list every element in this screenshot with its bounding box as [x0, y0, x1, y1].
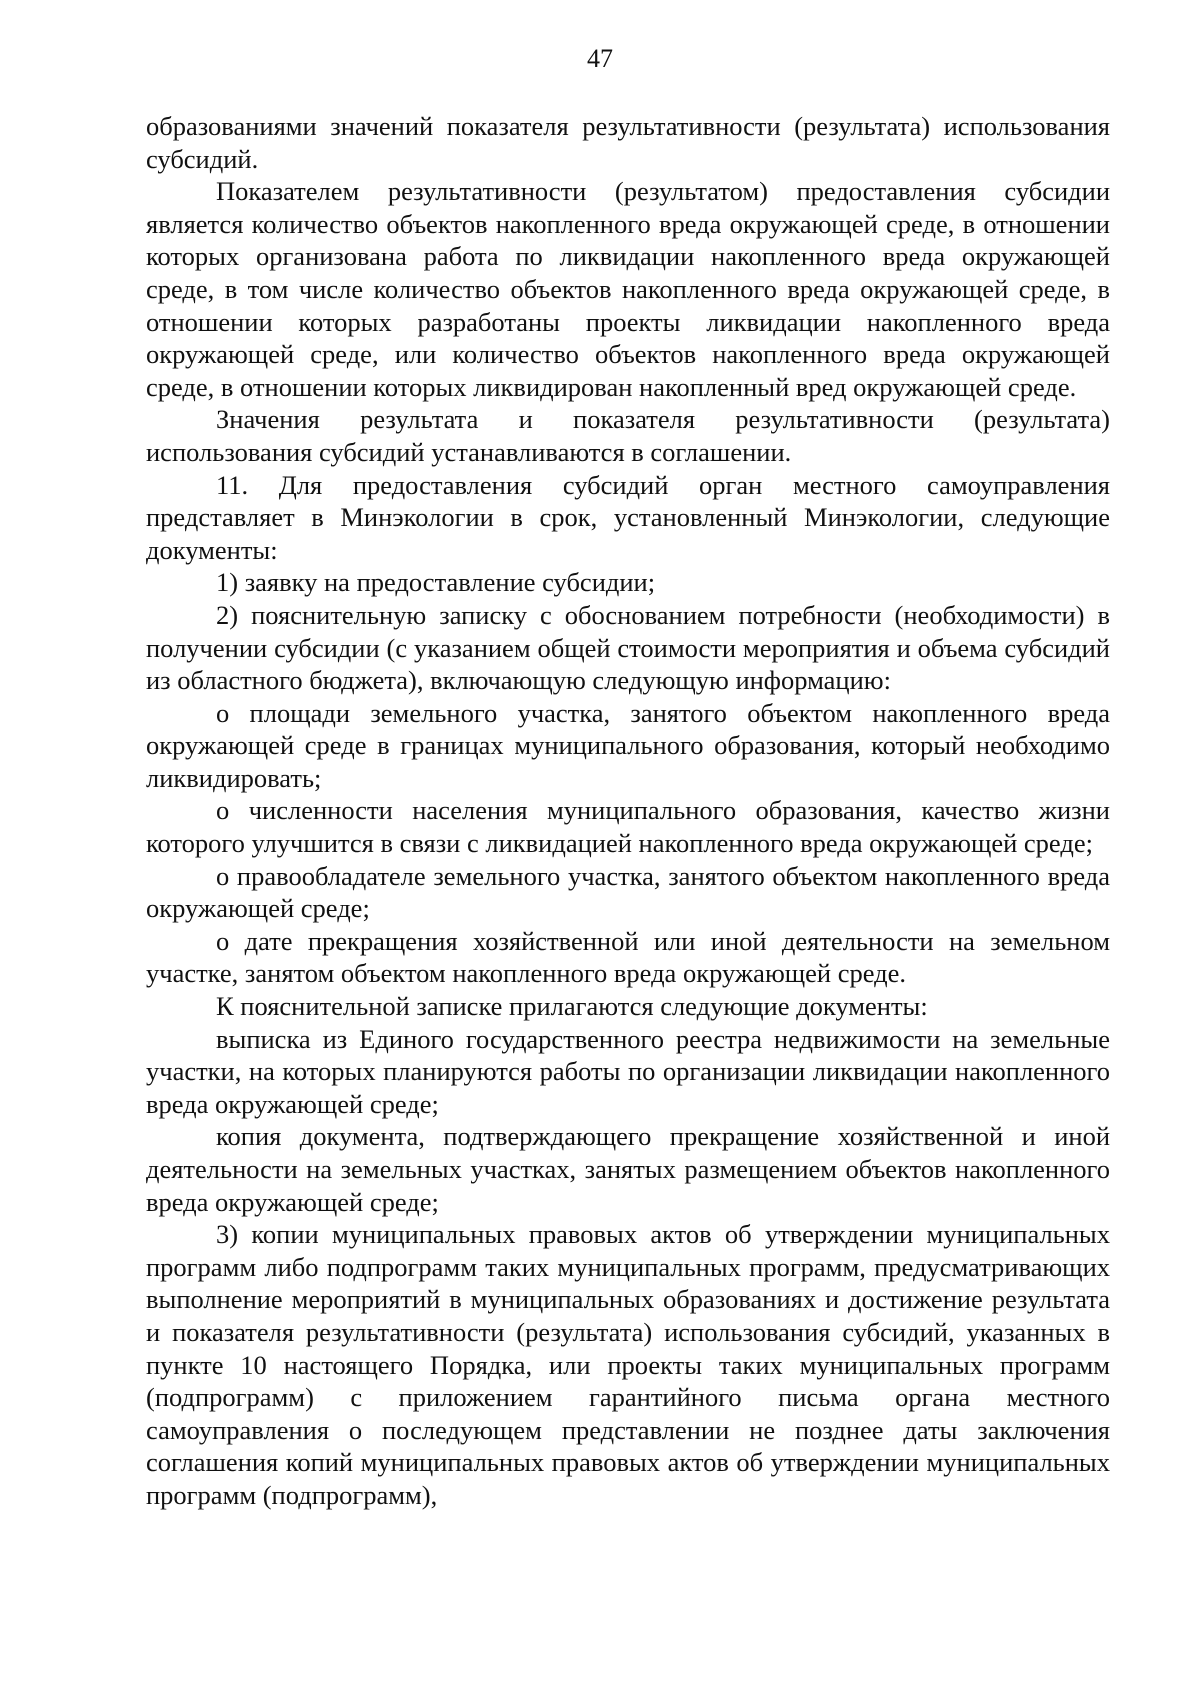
paragraph-indicator-values: Значения результата и показателя результативности (результата) использования субсидий устанавливаются в соглашении. — [146, 404, 1110, 467]
paragraph-attachments-intro: К пояснительной записке прилагаются следующие документы: — [216, 991, 928, 1022]
paragraph-continuation: образованиями значений показателя результативности (результата) использования субсидий. — [146, 111, 1110, 174]
paragraph-registry-extract: выписка из Единого государственного реестра недвижимости на земельные участки, на которых планируются работы по организации ликвидации накопленного вреда окружающей среде; — [146, 1023, 1110, 1119]
page-number: 47 — [587, 44, 613, 73]
paragraph-termination-document: копия документа, подтверждающего прекращение хозяйственной и иной деятельности на земельных участках, занятых размещением объектов накопленного вреда окружающей среде; — [146, 1121, 1110, 1217]
document-body — [146, 110, 1110, 1512]
paragraph-clause-11: 11. Для предоставления субсидий орган местного самоуправления представляет в Минэкологии в срок, установленный Минэкологии, следующие документы: — [146, 469, 1110, 565]
paragraph-indicator-definition: Показателем результативности (результатом) предоставления субсидии является количество объектов накопленного вреда окружающей среде, в отношении которых организована работа по ликвидации накопленного вреда окружающей среде, в том числе количество объектов накопленного вреда окружающей среде, в отношении которых разработаны проекты ликвидации накопленного вреда окружающей среде, или количество объектов накопленного вреда окружающей среде, в отношении которых ликвидирован накопленный вред окружающей среде. — [146, 176, 1110, 402]
paragraph-land-area: о площади земельного участка, занятого объектом накопленного вреда окружающей среде в границах муниципального образования, который необходимо ликвидировать; — [146, 697, 1110, 793]
paragraph-item-2: 2) пояснительную записку с обоснованием потребности (необходимости) в получении субсидии (с указанием общей стоимости мероприятия и объема субсидий из областного бюджета), включающую следующую информацию: — [146, 599, 1110, 696]
paragraph-rights-holder: о правообладателе земельного участка, занятого объектом накопленного вреда окружающей среде; — [146, 860, 1110, 924]
paragraph-item-1: 1) заявку на предоставление субсидии; — [216, 567, 656, 598]
paragraph-item-3: 3) копии муниципальных правовых актов об утверждении муниципальных программ либо подпрограмм таких муниципальных программ, предусматривающих выполнение мероприятий в муниципальных образованиях и достижение результата и показателя результативности (результата) использования субсидий, указанных в пункте 10 настоящего Порядка, или проекты таких муниципальных программ (подпрограмм) с приложением гарантийного письма органа местного самоуправления о последующем представлении не позднее даты заключения соглашения копий муниципальных правовых актов об утверждении муниципальных программ (подпрограмм), — [146, 1219, 1110, 1510]
paragraph-termination-date: о дате прекращения хозяйственной или иной деятельности на земельном участке, занятом объектом накопленного вреда окружающей среде. — [146, 925, 1110, 989]
paragraph-population: о численности населения муниципального образования, качество жизни которого улучшится в связи с ликвидацией накопленного вреда окружающей среде; — [146, 795, 1110, 859]
